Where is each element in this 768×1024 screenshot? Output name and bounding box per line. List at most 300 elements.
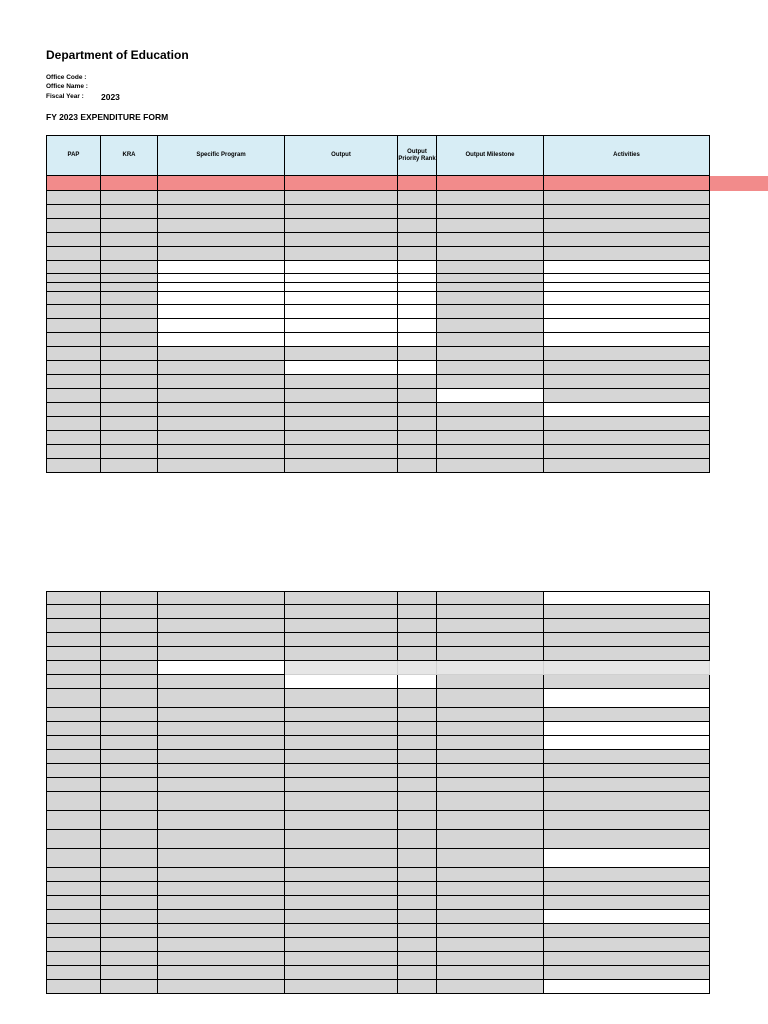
table-cell[interactable]: [285, 191, 398, 205]
table-cell[interactable]: [544, 205, 710, 219]
table-cell[interactable]: [544, 882, 710, 896]
table-cell[interactable]: [158, 445, 285, 459]
table-cell[interactable]: [101, 592, 158, 605]
table-cell[interactable]: [47, 619, 101, 633]
table-cell[interactable]: [285, 319, 398, 333]
table-cell[interactable]: [158, 191, 285, 205]
table-cell[interactable]: [398, 736, 437, 750]
table-cell[interactable]: [544, 619, 710, 633]
table-cell[interactable]: [544, 283, 710, 292]
table-cell[interactable]: [398, 247, 437, 261]
table-cell[interactable]: [437, 633, 544, 647]
table-cell[interactable]: [101, 868, 158, 882]
table-cell[interactable]: [285, 347, 398, 361]
table-cell[interactable]: [398, 778, 437, 792]
table-cell[interactable]: [398, 361, 437, 375]
table-cell[interactable]: [437, 205, 544, 219]
table-cell[interactable]: [437, 882, 544, 896]
table-cell[interactable]: [544, 896, 710, 910]
table-cell[interactable]: [437, 333, 544, 347]
table-cell[interactable]: [47, 896, 101, 910]
table-cell[interactable]: [101, 347, 158, 361]
table-cell[interactable]: [437, 868, 544, 882]
table-cell[interactable]: [158, 778, 285, 792]
table-cell[interactable]: [158, 849, 285, 868]
table-cell[interactable]: [47, 431, 101, 445]
table-cell[interactable]: [285, 403, 398, 417]
table-cell[interactable]: [544, 675, 710, 689]
table-cell[interactable]: [158, 647, 285, 661]
table-cell[interactable]: [101, 778, 158, 792]
table-cell[interactable]: [544, 764, 710, 778]
table-cell[interactable]: [47, 675, 101, 689]
table-cell[interactable]: [437, 792, 544, 811]
table-cell[interactable]: [398, 924, 437, 938]
table-cell[interactable]: [101, 750, 158, 764]
table-cell[interactable]: [437, 191, 544, 205]
table-cell[interactable]: [47, 952, 101, 966]
table-cell[interactable]: [285, 811, 398, 830]
table-cell[interactable]: [47, 661, 101, 675]
table-cell[interactable]: [47, 445, 101, 459]
table-cell[interactable]: [158, 274, 285, 283]
table-cell[interactable]: [47, 219, 101, 233]
table-cell[interactable]: [398, 619, 437, 633]
table-cell[interactable]: [101, 764, 158, 778]
table-cell[interactable]: [47, 205, 101, 219]
table-cell[interactable]: [398, 403, 437, 417]
table-cell[interactable]: [544, 849, 710, 868]
table-cell[interactable]: [285, 274, 398, 283]
table-cell[interactable]: [101, 722, 158, 736]
table-cell[interactable]: [47, 764, 101, 778]
table-cell[interactable]: [285, 619, 398, 633]
table-cell[interactable]: [285, 750, 398, 764]
table-cell[interactable]: [47, 292, 101, 305]
table-cell[interactable]: [398, 882, 437, 896]
table-cell[interactable]: [101, 882, 158, 896]
table-cell[interactable]: [544, 333, 710, 347]
table-cell[interactable]: [544, 389, 710, 403]
table-cell[interactable]: [544, 868, 710, 882]
table-cell[interactable]: [437, 389, 544, 403]
table-cell[interactable]: [285, 868, 398, 882]
table-cell[interactable]: [101, 417, 158, 431]
table-cell[interactable]: [47, 261, 101, 274]
table-cell[interactable]: [398, 675, 437, 689]
table-cell[interactable]: [101, 403, 158, 417]
table-cell[interactable]: [437, 722, 544, 736]
table-cell[interactable]: [398, 233, 437, 247]
table-cell[interactable]: [285, 389, 398, 403]
table-cell[interactable]: [158, 966, 285, 980]
table-cell[interactable]: [437, 689, 544, 708]
table-cell[interactable]: [158, 361, 285, 375]
table-cell[interactable]: [285, 938, 398, 952]
table-cell[interactable]: [47, 722, 101, 736]
table-cell[interactable]: [437, 361, 544, 375]
table-cell[interactable]: [47, 792, 101, 811]
table-cell[interactable]: [398, 219, 437, 233]
table-cell[interactable]: [101, 375, 158, 389]
table-cell[interactable]: [544, 778, 710, 792]
table-cell[interactable]: [101, 830, 158, 849]
table-cell[interactable]: [285, 459, 398, 473]
table-cell[interactable]: [544, 736, 710, 750]
table-cell[interactable]: [544, 910, 710, 924]
table-cell[interactable]: [101, 689, 158, 708]
table-cell[interactable]: [398, 319, 437, 333]
table-cell[interactable]: [158, 675, 285, 689]
table-cell[interactable]: [437, 219, 544, 233]
table-cell[interactable]: [47, 247, 101, 261]
table-cell[interactable]: [285, 792, 398, 811]
table-cell[interactable]: [398, 633, 437, 647]
table-cell[interactable]: [285, 292, 398, 305]
table-cell[interactable]: [285, 966, 398, 980]
table-cell[interactable]: [47, 778, 101, 792]
table-cell[interactable]: [158, 896, 285, 910]
table-cell[interactable]: [285, 675, 398, 689]
table-cell[interactable]: [101, 647, 158, 661]
table-cell[interactable]: [285, 361, 398, 375]
table-cell[interactable]: [285, 764, 398, 778]
table-cell[interactable]: [47, 938, 101, 952]
table-cell[interactable]: [285, 924, 398, 938]
table-cell[interactable]: [285, 233, 398, 247]
table-cell[interactable]: [285, 896, 398, 910]
table-cell[interactable]: [544, 233, 710, 247]
table-cell[interactable]: [437, 274, 544, 283]
table-cell[interactable]: [398, 347, 437, 361]
table-cell[interactable]: [47, 459, 101, 473]
table-cell[interactable]: [285, 849, 398, 868]
table-cell[interactable]: [47, 375, 101, 389]
table-cell[interactable]: [101, 191, 158, 205]
table-cell[interactable]: [398, 952, 437, 966]
table-cell[interactable]: [398, 417, 437, 431]
table-cell[interactable]: [544, 830, 710, 849]
table-cell[interactable]: [544, 292, 710, 305]
table-cell[interactable]: [544, 938, 710, 952]
table-cell[interactable]: [47, 347, 101, 361]
table-cell[interactable]: [101, 811, 158, 830]
table-cell[interactable]: [158, 205, 285, 219]
table-cell[interactable]: [158, 868, 285, 882]
table-cell[interactable]: [544, 431, 710, 445]
table-cell[interactable]: [437, 980, 544, 994]
table-cell[interactable]: [47, 319, 101, 333]
table-cell[interactable]: [398, 261, 437, 274]
table-cell[interactable]: [437, 292, 544, 305]
table-cell[interactable]: [101, 605, 158, 619]
table-cell[interactable]: [437, 896, 544, 910]
table-cell[interactable]: [398, 389, 437, 403]
table-cell[interactable]: [398, 722, 437, 736]
table-cell[interactable]: [285, 882, 398, 896]
table-cell[interactable]: [158, 830, 285, 849]
table-cell[interactable]: [47, 233, 101, 247]
table-cell[interactable]: [101, 283, 158, 292]
table-cell[interactable]: [158, 708, 285, 722]
table-cell[interactable]: [158, 811, 285, 830]
table-cell[interactable]: [544, 811, 710, 830]
table-cell[interactable]: [158, 952, 285, 966]
table-cell[interactable]: [437, 778, 544, 792]
table-cell[interactable]: [285, 219, 398, 233]
table-cell[interactable]: [101, 247, 158, 261]
table-cell[interactable]: [47, 274, 101, 283]
table-cell[interactable]: [398, 445, 437, 459]
table-cell[interactable]: [158, 736, 285, 750]
table-cell[interactable]: [398, 910, 437, 924]
table-cell[interactable]: [398, 868, 437, 882]
table-cell[interactable]: [101, 431, 158, 445]
table-cell[interactable]: [101, 708, 158, 722]
table-cell[interactable]: [101, 849, 158, 868]
table-cell[interactable]: [437, 830, 544, 849]
table-cell[interactable]: [398, 830, 437, 849]
table-cell[interactable]: [544, 219, 710, 233]
table-cell[interactable]: [437, 675, 544, 689]
table-cell[interactable]: [47, 305, 101, 319]
table-cell[interactable]: [101, 896, 158, 910]
table-cell[interactable]: [544, 661, 710, 675]
table-cell[interactable]: [158, 347, 285, 361]
table-cell[interactable]: [544, 633, 710, 647]
table-cell[interactable]: [437, 924, 544, 938]
table-cell[interactable]: [158, 592, 285, 605]
table-cell[interactable]: [158, 247, 285, 261]
table-cell[interactable]: [158, 980, 285, 994]
table-cell[interactable]: [47, 924, 101, 938]
table-cell[interactable]: [101, 292, 158, 305]
table-cell[interactable]: [158, 375, 285, 389]
table-cell[interactable]: [101, 319, 158, 333]
table-cell[interactable]: [398, 792, 437, 811]
table-cell[interactable]: [437, 261, 544, 274]
table-cell[interactable]: [285, 261, 398, 274]
table-cell[interactable]: [47, 417, 101, 431]
table-cell[interactable]: [437, 647, 544, 661]
table-cell[interactable]: [47, 361, 101, 375]
table-cell[interactable]: [47, 910, 101, 924]
table-cell[interactable]: [544, 274, 710, 283]
table-cell[interactable]: [285, 736, 398, 750]
table-cell[interactable]: [437, 319, 544, 333]
table-cell[interactable]: [544, 361, 710, 375]
table-cell[interactable]: [544, 403, 710, 417]
table-cell[interactable]: [285, 305, 398, 319]
table-cell[interactable]: [158, 283, 285, 292]
table-cell[interactable]: [158, 792, 285, 811]
table-cell[interactable]: [398, 966, 437, 980]
table-cell[interactable]: [158, 292, 285, 305]
table-cell[interactable]: [437, 966, 544, 980]
table-cell[interactable]: [158, 661, 285, 675]
table-cell[interactable]: [544, 592, 710, 605]
table-cell[interactable]: [47, 966, 101, 980]
table-cell[interactable]: [437, 849, 544, 868]
table-cell[interactable]: [47, 592, 101, 605]
table-cell[interactable]: [437, 247, 544, 261]
table-cell[interactable]: [544, 966, 710, 980]
table-cell[interactable]: [285, 647, 398, 661]
table-cell[interactable]: [544, 417, 710, 431]
table-cell[interactable]: [544, 924, 710, 938]
table-cell[interactable]: [285, 689, 398, 708]
table-cell[interactable]: [101, 938, 158, 952]
table-cell[interactable]: [544, 305, 710, 319]
table-cell[interactable]: [437, 283, 544, 292]
table-cell[interactable]: [285, 375, 398, 389]
table-cell[interactable]: [398, 274, 437, 283]
table-cell[interactable]: [285, 283, 398, 292]
table-cell[interactable]: [285, 722, 398, 736]
table-cell[interactable]: [47, 633, 101, 647]
table-cell[interactable]: [47, 333, 101, 347]
table-cell[interactable]: [47, 689, 101, 708]
table-cell[interactable]: [158, 431, 285, 445]
table-cell[interactable]: [544, 459, 710, 473]
table-cell[interactable]: [101, 261, 158, 274]
table-cell[interactable]: [398, 459, 437, 473]
table-cell[interactable]: [158, 305, 285, 319]
table-cell[interactable]: [544, 191, 710, 205]
table-cell[interactable]: [398, 689, 437, 708]
table-cell[interactable]: [47, 605, 101, 619]
table-cell[interactable]: [398, 980, 437, 994]
table-cell[interactable]: [158, 764, 285, 778]
table-cell[interactable]: [398, 896, 437, 910]
table-cell[interactable]: [47, 811, 101, 830]
table-cell[interactable]: [437, 592, 544, 605]
table-cell[interactable]: [101, 274, 158, 283]
table-cell[interactable]: [101, 333, 158, 347]
table-cell[interactable]: [544, 722, 710, 736]
table-cell[interactable]: [437, 347, 544, 361]
table-cell[interactable]: [101, 305, 158, 319]
table-cell[interactable]: [158, 319, 285, 333]
table-cell[interactable]: [158, 403, 285, 417]
table-cell[interactable]: [398, 708, 437, 722]
table-cell[interactable]: [47, 191, 101, 205]
table-cell[interactable]: [437, 938, 544, 952]
table-cell[interactable]: [544, 445, 710, 459]
table-cell[interactable]: [101, 389, 158, 403]
table-cell[interactable]: [437, 305, 544, 319]
table-cell[interactable]: [437, 661, 544, 675]
table-cell[interactable]: [158, 750, 285, 764]
table-cell[interactable]: [437, 459, 544, 473]
table-cell[interactable]: [544, 689, 710, 708]
table-cell[interactable]: [544, 647, 710, 661]
table-cell[interactable]: [47, 403, 101, 417]
table-cell[interactable]: [101, 736, 158, 750]
table-cell[interactable]: [544, 708, 710, 722]
table-cell[interactable]: [437, 445, 544, 459]
table-cell[interactable]: [158, 219, 285, 233]
table-cell[interactable]: [47, 647, 101, 661]
table-cell[interactable]: [101, 792, 158, 811]
table-cell[interactable]: [101, 459, 158, 473]
table-cell[interactable]: [544, 247, 710, 261]
table-cell[interactable]: [437, 431, 544, 445]
table-cell[interactable]: [285, 333, 398, 347]
table-cell[interactable]: [398, 292, 437, 305]
table-cell[interactable]: [398, 849, 437, 868]
table-cell[interactable]: [398, 811, 437, 830]
table-cell[interactable]: [398, 191, 437, 205]
table-cell[interactable]: [285, 205, 398, 219]
table-cell[interactable]: [101, 205, 158, 219]
table-cell[interactable]: [47, 868, 101, 882]
table-cell[interactable]: [158, 233, 285, 247]
table-cell[interactable]: [437, 736, 544, 750]
table-cell[interactable]: [544, 319, 710, 333]
table-cell[interactable]: [544, 605, 710, 619]
table-cell[interactable]: [437, 605, 544, 619]
table-cell[interactable]: [398, 764, 437, 778]
table-cell[interactable]: [544, 792, 710, 811]
table-cell[interactable]: [101, 924, 158, 938]
table-cell[interactable]: [544, 980, 710, 994]
table-cell[interactable]: [437, 619, 544, 633]
table-cell[interactable]: [101, 219, 158, 233]
table-cell[interactable]: [101, 445, 158, 459]
table-cell[interactable]: [437, 764, 544, 778]
table-cell[interactable]: [398, 938, 437, 952]
table-cell[interactable]: [398, 375, 437, 389]
table-cell[interactable]: [398, 605, 437, 619]
table-cell[interactable]: [437, 233, 544, 247]
table-cell[interactable]: [544, 750, 710, 764]
table-cell[interactable]: [158, 459, 285, 473]
table-cell[interactable]: [158, 333, 285, 347]
table-cell[interactable]: [285, 778, 398, 792]
table-cell[interactable]: [158, 389, 285, 403]
table-cell[interactable]: [398, 305, 437, 319]
table-cell[interactable]: [101, 233, 158, 247]
table-cell[interactable]: [158, 619, 285, 633]
table-cell[interactable]: [101, 910, 158, 924]
table-cell[interactable]: [158, 938, 285, 952]
table-cell[interactable]: [47, 750, 101, 764]
table-cell[interactable]: [285, 431, 398, 445]
table-cell[interactable]: [437, 403, 544, 417]
table-cell[interactable]: [285, 417, 398, 431]
table-cell[interactable]: [398, 750, 437, 764]
table-cell[interactable]: [398, 592, 437, 605]
table-cell[interactable]: [285, 592, 398, 605]
table-cell[interactable]: [285, 247, 398, 261]
table-cell[interactable]: [437, 375, 544, 389]
table-cell[interactable]: [158, 605, 285, 619]
table-cell[interactable]: [158, 882, 285, 896]
table-cell[interactable]: [47, 849, 101, 868]
table-cell[interactable]: [101, 619, 158, 633]
table-cell[interactable]: [158, 722, 285, 736]
table-cell[interactable]: [47, 882, 101, 896]
table-cell[interactable]: [101, 675, 158, 689]
table-cell[interactable]: [285, 830, 398, 849]
table-cell[interactable]: [158, 910, 285, 924]
table-cell[interactable]: [158, 924, 285, 938]
table-cell[interactable]: [437, 750, 544, 764]
table-cell[interactable]: [101, 633, 158, 647]
table-cell[interactable]: [285, 952, 398, 966]
table-cell[interactable]: [47, 283, 101, 292]
